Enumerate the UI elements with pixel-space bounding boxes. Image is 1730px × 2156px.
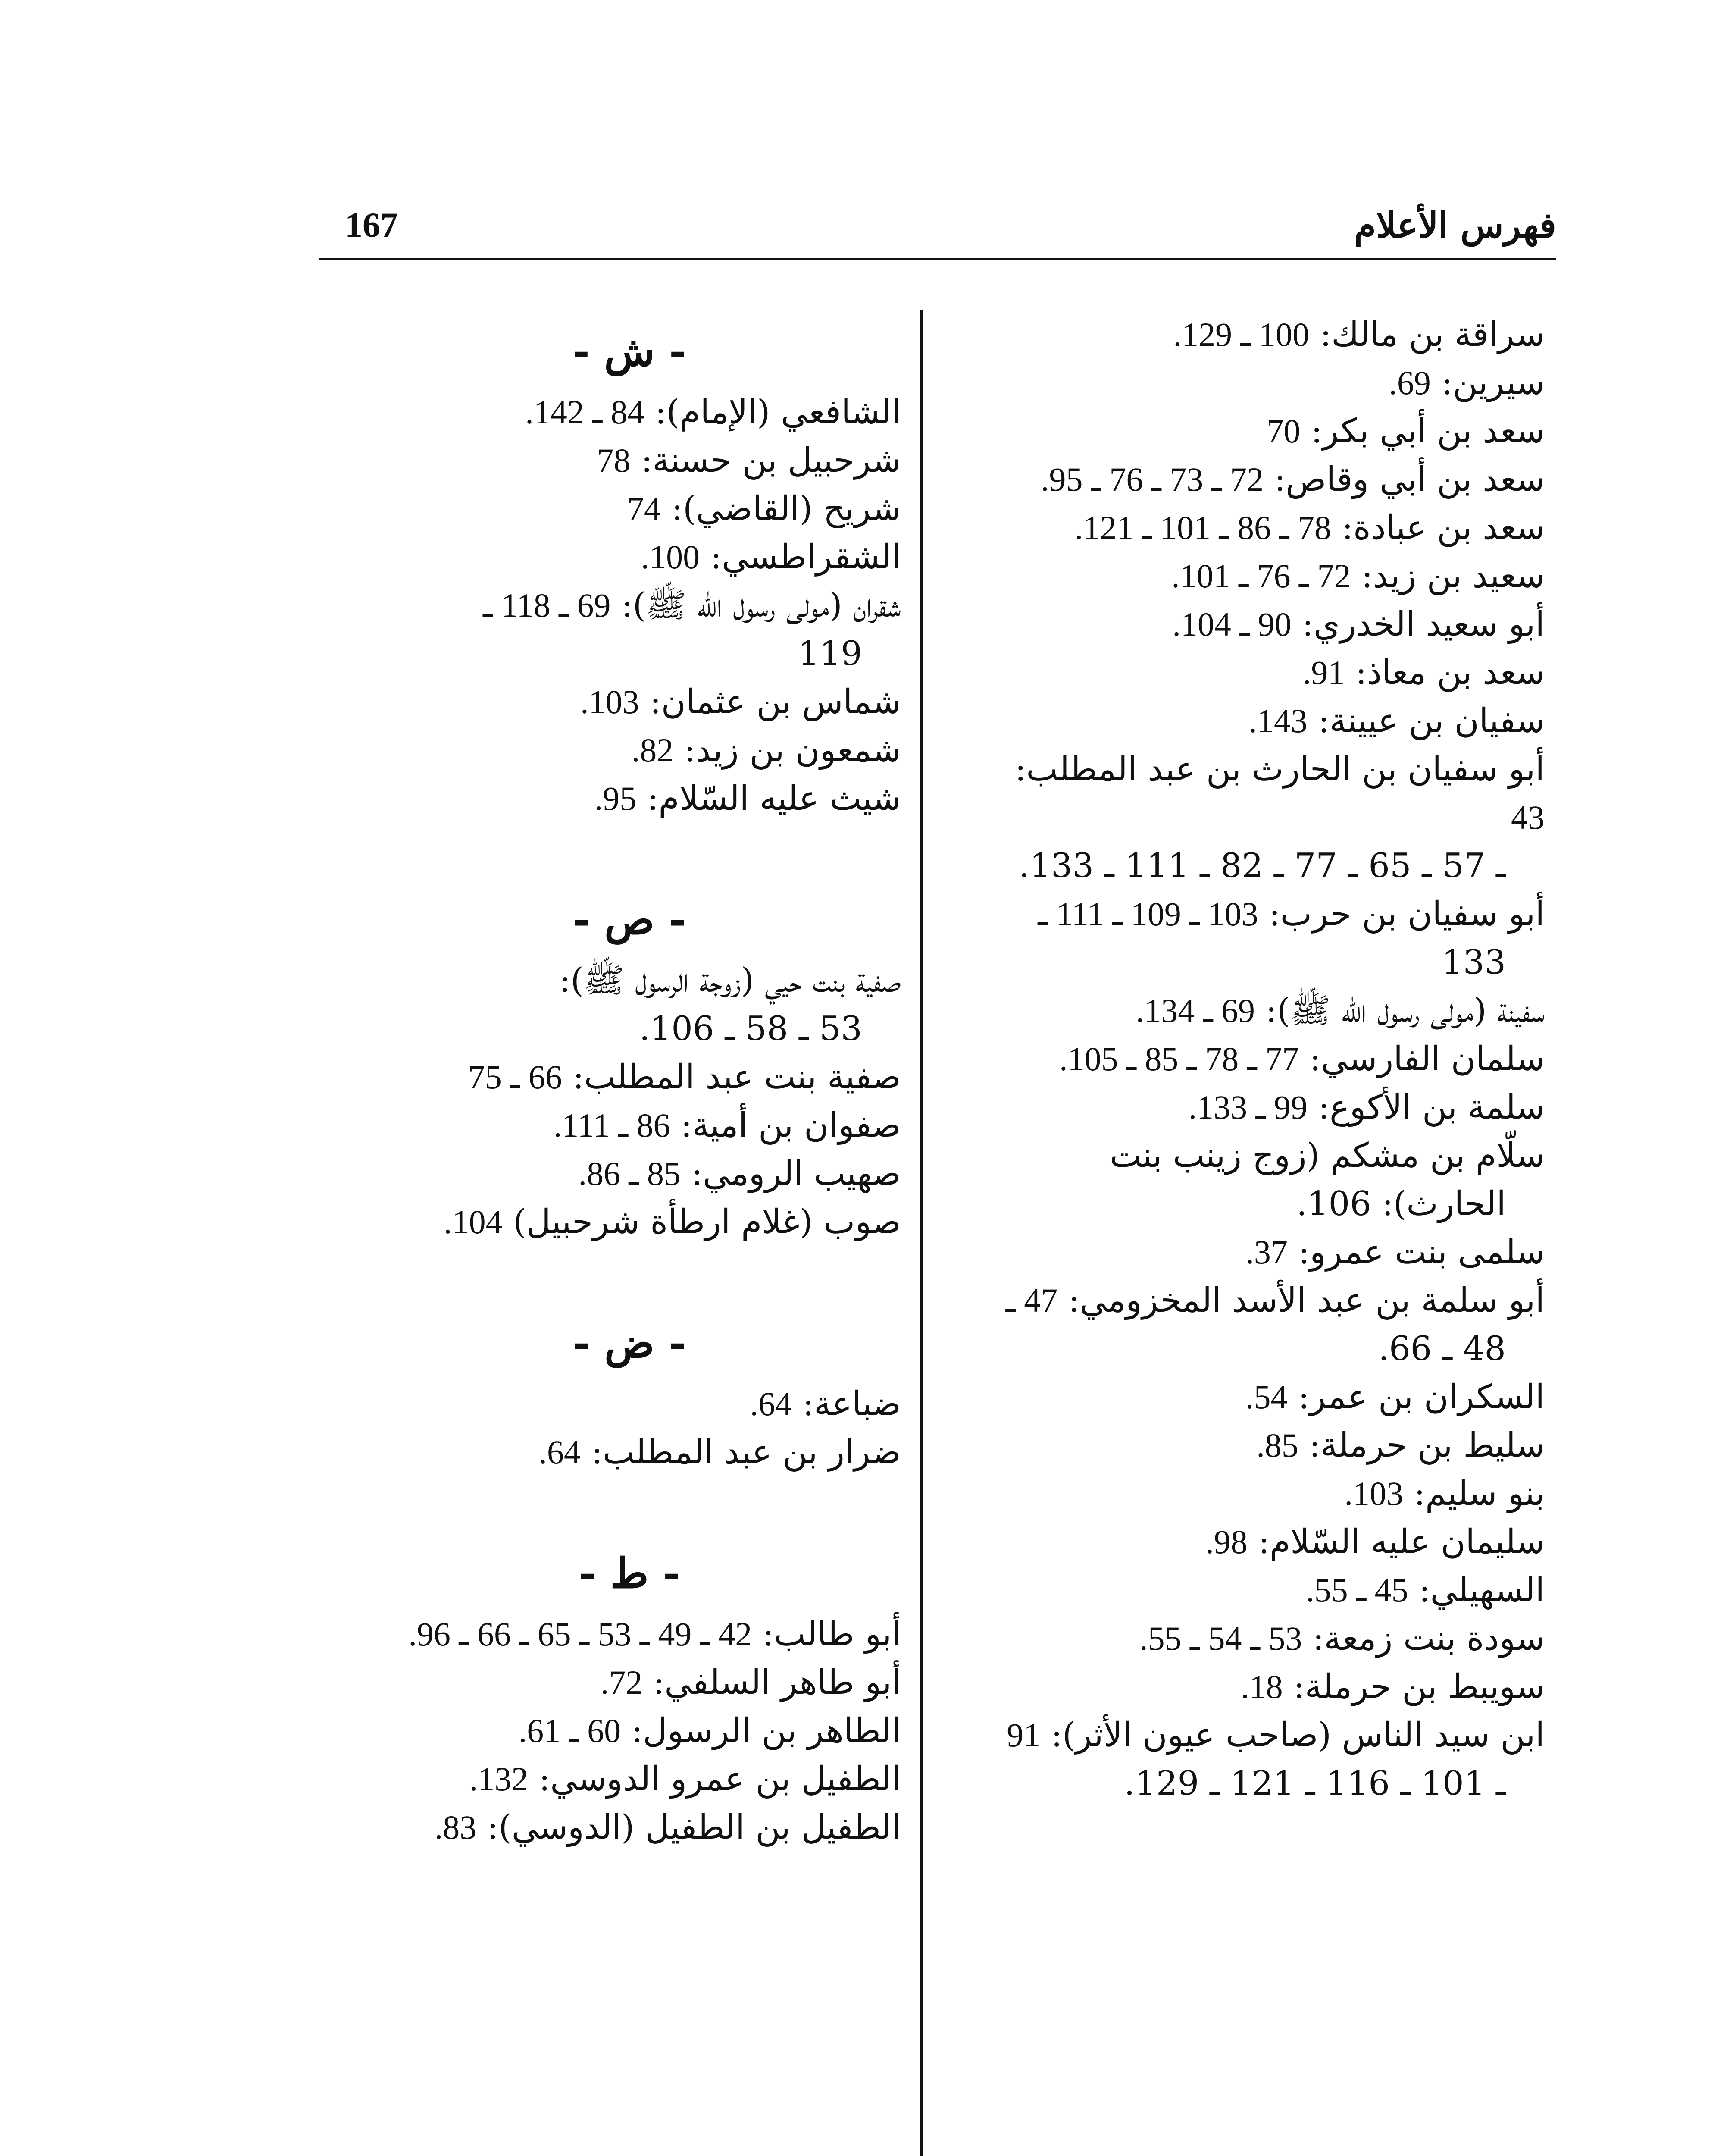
entry-continuation: ـ 101 ـ 116 ـ 121 ـ 129. <box>1124 1764 1506 1803</box>
entry-pages: 100. <box>641 538 700 576</box>
entry-name: صفية بنت عبد المطلب: <box>572 1058 901 1097</box>
entry-name: ضباعة: <box>802 1385 901 1423</box>
index-entry <box>358 485 901 533</box>
index-entry <box>971 1518 1545 1566</box>
entry-name: الطفيل بن الطفيل (الدوسي): <box>487 1808 901 1847</box>
index-entry <box>358 533 901 581</box>
entry-pages: 85. <box>1256 1426 1298 1464</box>
entry-pages: 45 ـ 55. <box>1306 1571 1408 1609</box>
entry-pages: 99 ـ 133. <box>1188 1088 1308 1126</box>
index-entry <box>358 774 901 823</box>
index-entry <box>971 987 1545 1035</box>
entry-name: صفية بنت حيي (زوجة الرسول ﷺ): <box>559 961 901 1000</box>
index-entry <box>358 1101 901 1150</box>
index-entry <box>971 697 1545 745</box>
entry-continuation: ـ 57 ـ 65 ـ 77 ـ 82 ـ 111 ـ 133. <box>1019 846 1506 885</box>
index-entry <box>971 407 1545 455</box>
index-entry <box>971 552 1545 600</box>
entry-pages: 143. <box>1248 702 1308 740</box>
entry-name: سودة بنت زمعة: <box>1313 1619 1545 1658</box>
running-title: فهرس الأعلام <box>1354 205 1556 246</box>
entry-pages: 18. <box>1241 1668 1283 1705</box>
entry-name: سفينة (مولى رسول الله ﷺ): <box>1265 991 1545 1030</box>
entry-pages: 103. <box>1344 1475 1403 1512</box>
entry-name: السكران بن عمر: <box>1298 1378 1545 1416</box>
section-letter-heading: - ط - <box>579 1549 680 1598</box>
index-entry <box>358 581 901 630</box>
entry-name: أبو سلمة بن عبد الأسد المخزومي: <box>1068 1281 1545 1320</box>
index-entry <box>971 1470 1545 1518</box>
entry-name: سراقة بن مالك: <box>1320 315 1545 354</box>
entry-name: شيث عليه السّلام: <box>647 779 901 818</box>
column-divider <box>920 310 923 2156</box>
entry-name: شريح (القاضي): <box>671 489 901 528</box>
entry-pages: 103 ـ 109 ـ 111 ـ <box>1038 895 1258 933</box>
left-column <box>358 310 901 1852</box>
entry-name: سيرين: <box>1441 364 1545 402</box>
entry-name: بنو سليم: <box>1414 1474 1545 1513</box>
entry-pages: 69. <box>1389 364 1431 401</box>
entry-name: شماس بن عثمان: <box>650 683 901 721</box>
index-entry <box>971 1373 1545 1421</box>
index-entry <box>358 1428 901 1476</box>
index-entry <box>971 1711 1545 1759</box>
entry-pages: 74 <box>627 490 661 527</box>
entry-continuation: 53 ـ 58 ـ 106. <box>639 1009 862 1048</box>
index-entry <box>358 1755 901 1803</box>
entry-pages: 60 ـ 61. <box>518 1712 621 1749</box>
entry-pages: 84 ـ 142. <box>525 393 644 431</box>
section-letter-heading: - ص - <box>572 895 686 944</box>
entry-pages: 70 <box>1267 412 1301 450</box>
index-entry <box>971 455 1545 504</box>
index-entry <box>358 1150 901 1198</box>
entry-pages: 98. <box>1205 1523 1248 1561</box>
section-letter-heading: - ش - <box>572 327 686 376</box>
entry-pages: 42 ـ 49 ـ 53 ـ 65 ـ 66 ـ 96. <box>408 1615 752 1653</box>
entry-name: الطاهر بن الرسول: <box>631 1711 901 1750</box>
entry-pages: 72 ـ 76 ـ 101. <box>1171 557 1351 595</box>
entry-name: سعيد بن زيد: <box>1361 557 1545 595</box>
header-rule <box>319 258 1556 260</box>
entry-name: الشقراطسي: <box>710 538 901 577</box>
index-entry <box>358 388 901 436</box>
entry-name: الطفيل بن عمرو الدوسي: <box>539 1760 901 1799</box>
index-entry <box>358 956 901 1005</box>
index-entry <box>358 1707 901 1755</box>
entry-name: أبو طالب: <box>763 1615 901 1654</box>
entry-pages: 85 ـ 86. <box>578 1155 681 1192</box>
index-entry <box>971 1421 1545 1470</box>
index-entry <box>358 726 901 774</box>
entry-continuation: 48 ـ 66. <box>1378 1329 1506 1368</box>
entry-name: سلمة بن الأكوع: <box>1318 1088 1545 1127</box>
entry-name: شرحبيل بن حسنة: <box>641 441 901 480</box>
entry-pages: 77 ـ 78 ـ 85 ـ 105. <box>1059 1040 1299 1078</box>
section-letter-heading: - ض - <box>572 1319 686 1367</box>
index-entry <box>971 1663 1545 1711</box>
entry-name: أبو سفيان بن حرب: <box>1269 895 1545 934</box>
index-entry <box>971 600 1545 649</box>
entry-pages: 53 ـ 54 ـ 55. <box>1139 1620 1302 1657</box>
section-gap <box>358 1476 901 1532</box>
index-entry <box>358 1198 901 1246</box>
entry-name: ضرار بن عبد المطلب: <box>591 1433 901 1472</box>
index-entry <box>358 1380 901 1428</box>
entry-pages: 72 ـ 73 ـ 76 ـ 95. <box>1041 461 1264 498</box>
index-entry <box>971 359 1545 407</box>
entry-pages: 90 ـ 104. <box>1172 605 1292 643</box>
index-entry <box>971 1276 1545 1325</box>
entry-name: سليط بن حرملة: <box>1309 1426 1545 1465</box>
index-entry <box>358 1803 901 1852</box>
entry-name: سلّام بن مشكم (زوج زينب بنت <box>1109 1136 1545 1175</box>
entry-pages: 83. <box>434 1808 477 1846</box>
entry-name: صهيب الرومي: <box>691 1154 901 1193</box>
entry-name: سلمى بنت عمرو: <box>1298 1233 1545 1272</box>
right-column <box>971 310 1545 1808</box>
index-entry <box>358 1053 901 1101</box>
entry-pages: 72. <box>600 1664 643 1701</box>
index-entry <box>971 1566 1545 1614</box>
entry-pages: 132. <box>469 1760 529 1798</box>
entry-pages: 91. <box>1302 654 1345 691</box>
entry-continuation: 119 <box>798 634 862 673</box>
page-header <box>319 196 1556 257</box>
index-entry <box>971 504 1545 552</box>
entry-name: سليمان عليه السّلام: <box>1258 1523 1545 1561</box>
entry-pages: 69 ـ 118 ـ <box>483 586 611 624</box>
page-number: 167 <box>345 205 398 244</box>
entry-pages: 47 ـ <box>1005 1282 1058 1319</box>
index-entry <box>971 649 1545 697</box>
entry-pages: 91 <box>1007 1716 1041 1754</box>
entry-pages: 64. <box>538 1433 581 1471</box>
entry-name: سويبط بن حرملة: <box>1293 1667 1545 1706</box>
entry-name: سعد بن معاذ: <box>1355 653 1545 692</box>
entry-name: سعد بن أبي بكر: <box>1311 412 1545 451</box>
entry-pages: 82. <box>631 731 674 769</box>
entry-name: صوب (غلام ارطأة شرحبيل) <box>513 1203 901 1241</box>
entry-name: سلمان الفارسي: <box>1309 1040 1545 1078</box>
index-entry <box>971 1228 1545 1276</box>
index-entry <box>358 1610 901 1658</box>
entry-continuation: الحارث): 106. <box>1296 1185 1506 1223</box>
entry-name: ابن سيد الناس (صاحب عيون الأثر): <box>1051 1716 1545 1755</box>
entry-name: شمعون بن زيد: <box>684 731 901 770</box>
entry-name: سفيان بن عيينة: <box>1318 702 1545 740</box>
index-entry <box>358 678 901 726</box>
section-gap <box>358 823 901 879</box>
entry-pages: 78 ـ 86 ـ 101 ـ 121. <box>1074 509 1331 546</box>
index-entry <box>971 1614 1545 1663</box>
index-entry <box>971 890 1545 938</box>
index-entry <box>971 1083 1545 1131</box>
index-entry <box>358 1658 901 1707</box>
section-gap <box>358 1246 901 1302</box>
entry-pages: 54. <box>1245 1378 1288 1416</box>
entry-pages: 37. <box>1245 1233 1288 1271</box>
entry-pages: 104. <box>444 1203 503 1241</box>
index-entry <box>971 1131 1545 1180</box>
entry-name: سعد بن عبادة: <box>1342 508 1545 547</box>
entry-name: شقران (مولى رسول الله ﷺ): <box>621 586 901 625</box>
entry-name: أبو طاهر السلفي: <box>653 1663 901 1702</box>
entry-pages: 43 <box>1511 799 1545 836</box>
entry-continuation: 133 <box>1442 943 1506 982</box>
entry-pages: 86 ـ 111. <box>553 1106 670 1144</box>
index-entry <box>358 436 901 485</box>
entry-name: أبو سعيد الخدري: <box>1302 605 1545 644</box>
entry-name: الشافعي (الإمام): <box>655 393 901 432</box>
entry-pages: 66 ـ 75 <box>468 1058 562 1096</box>
entry-pages: 103. <box>580 683 639 721</box>
entry-pages: 78 <box>597 442 631 479</box>
index-entry <box>971 745 1545 842</box>
entry-pages: 100 ـ 129. <box>1173 316 1310 353</box>
index-entry <box>971 310 1545 359</box>
entry-name: صفوان بن أمية: <box>681 1106 901 1145</box>
entry-name: السهيلي: <box>1419 1571 1545 1610</box>
entry-name: أبو سفيان بن الحارث بن عبد المطلب: <box>1015 750 1545 789</box>
index-entry <box>971 1035 1545 1083</box>
entry-pages: 95. <box>594 780 637 817</box>
entry-pages: 69 ـ 134. <box>1136 992 1255 1029</box>
entry-name: سعد بن أبي وقاص: <box>1274 460 1545 499</box>
entry-pages: 64. <box>750 1385 792 1423</box>
